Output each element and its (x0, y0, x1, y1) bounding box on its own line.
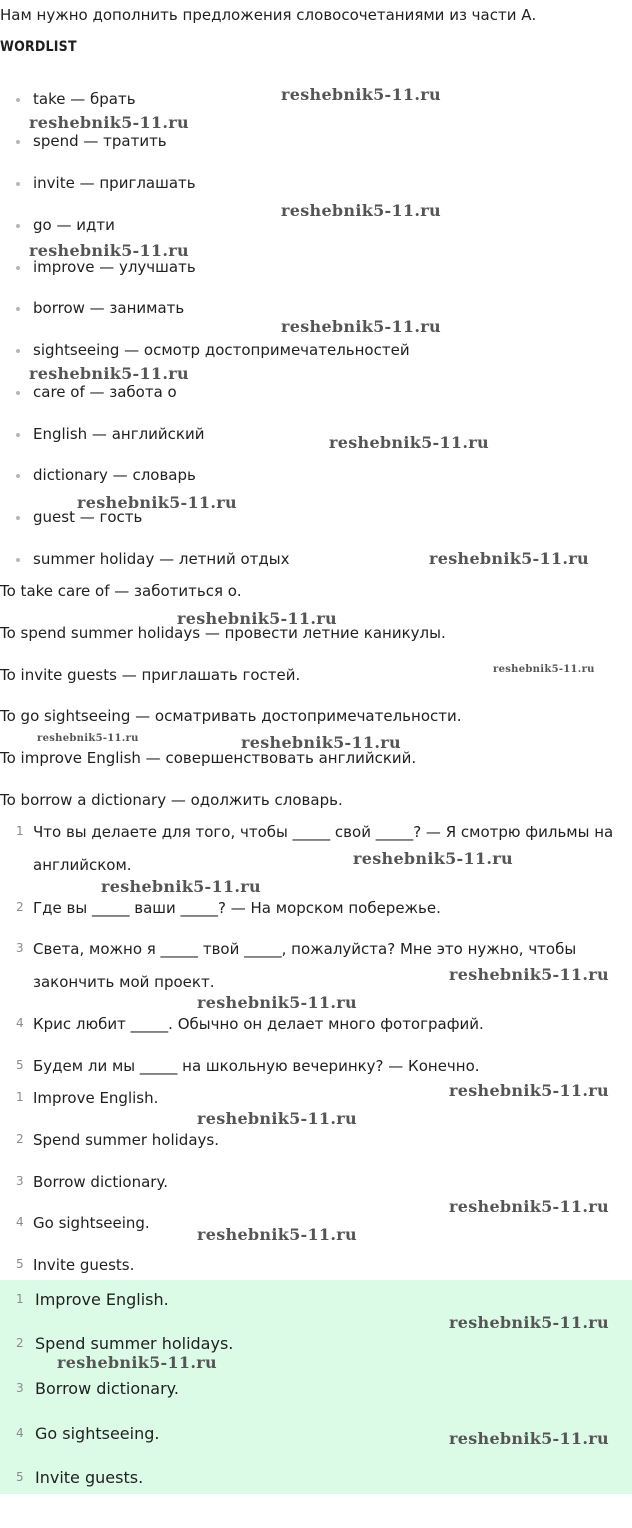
watermark: reshebnik5-11.ru (449, 965, 609, 984)
final-answer-text: Invite guests. (35, 1468, 144, 1487)
phrase-line: To improve English — совершенствовать английский. (0, 749, 417, 767)
watermark: reshebnik5-11.ru (449, 1081, 609, 1100)
answer-text: Borrow dictionary. (33, 1173, 168, 1191)
phrase-line: To spend summer holidays — провести летние каникулы. (0, 624, 446, 642)
watermark: reshebnik5-11.ru (281, 85, 441, 104)
question-number: 4 (16, 1016, 24, 1030)
watermark: reshebnik5-11.ru (353, 849, 513, 868)
bullet-icon (16, 224, 20, 228)
watermark: reshebnik5-11.ru (281, 317, 441, 336)
watermark: reshebnik5-11.ru (197, 993, 357, 1012)
phrase-line: To invite guests — приглашать гостей. (0, 666, 301, 684)
watermark: reshebnik5-11.ru (329, 433, 489, 452)
watermark: reshebnik5-11.ru (493, 664, 595, 675)
watermark: reshebnik5-11.ru (29, 113, 189, 132)
watermark: reshebnik5-11.ru (449, 1313, 609, 1332)
watermark: reshebnik5-11.ru (281, 201, 441, 220)
watermark: reshebnik5-11.ru (197, 1109, 357, 1128)
bullet-icon (16, 266, 20, 270)
bullet-icon (16, 182, 20, 186)
answer-text: Spend summer holidays. (33, 1131, 219, 1149)
question-text-continued: закончить мой проект. (33, 973, 215, 991)
final-answer-text: Improve English. (35, 1290, 169, 1309)
answer-number: 5 (16, 1257, 24, 1271)
phrase-line: To take care of — заботиться о. (0, 582, 242, 600)
watermark: reshebnik5-11.ru (101, 877, 261, 896)
bullet-icon (16, 433, 20, 437)
final-answer-number: 1 (16, 1292, 24, 1306)
final-answer-number: 2 (16, 1336, 24, 1350)
watermark: reshebnik5-11.ru (429, 549, 589, 568)
question-text: Где вы _____ ваши _____? — На морском побережье. (33, 899, 441, 917)
final-answer-number: 4 (16, 1426, 24, 1440)
watermark: reshebnik5-11.ru (449, 1197, 609, 1216)
bullet-icon (16, 391, 20, 395)
watermark: reshebnik5-11.ru (241, 733, 401, 752)
answer-number: 4 (16, 1215, 24, 1229)
answer-number: 1 (16, 1090, 24, 1104)
final-answer-number: 3 (16, 1381, 24, 1395)
question-number: 1 (16, 824, 24, 838)
question-text-continued: английском. (33, 856, 132, 874)
watermark: reshebnik5-11.ru (197, 1225, 357, 1244)
watermark: reshebnik5-11.ru (29, 364, 189, 383)
question-number: 2 (16, 900, 24, 914)
phrase-line: To go sightseeing — осматривать достопримечательности. (0, 707, 462, 725)
watermark: reshebnik5-11.ru (57, 1353, 217, 1372)
bullet-icon (16, 474, 20, 478)
answer-text: Go sightseeing. (33, 1214, 150, 1232)
watermark: reshebnik5-11.ru (449, 1429, 609, 1448)
final-answer-text: Go sightseeing. (35, 1424, 160, 1443)
question-text: Крис любит _____. Обычно он делает много фотографий. (33, 1015, 484, 1033)
bullet-icon (16, 558, 20, 562)
bullet-icon (16, 307, 20, 311)
final-answer-number: 5 (16, 1470, 24, 1484)
phrase-line: To borrow a dictionary — одолжить словарь. (0, 791, 343, 809)
watermark: reshebnik5-11.ru (177, 609, 337, 628)
question-text: Будем ли мы _____ на школьную вечеринку? — Конечно. (33, 1057, 480, 1075)
answer-number: 3 (16, 1174, 24, 1188)
watermark: reshebnik5-11.ru (29, 241, 189, 260)
answer-text: Invite guests. (33, 1256, 135, 1274)
final-answer-text: Borrow dictionary. (35, 1379, 179, 1398)
question-text: Что вы делаете для того, чтобы _____ свой _____? — Я смотрю фильмы на (33, 823, 614, 841)
answer-number: 2 (16, 1132, 24, 1146)
question-text: Света, можно я _____ твой _____, пожалуйста? Мне это нужно, чтобы (33, 940, 577, 958)
bullet-icon (16, 98, 20, 102)
answer-text: Improve English. (33, 1089, 159, 1107)
bullet-icon (16, 516, 20, 520)
intro-text: Нам нужно дополнить предложения словосочетаниями из части А. (0, 6, 537, 24)
bullet-icon (16, 349, 20, 353)
wordlist-heading: WORDLIST (0, 39, 77, 55)
final-answer-text: Spend summer holidays. (35, 1334, 234, 1353)
question-number: 5 (16, 1058, 24, 1072)
question-number: 3 (16, 941, 24, 955)
bullet-icon (16, 140, 20, 144)
watermark: reshebnik5-11.ru (37, 733, 139, 744)
watermark: reshebnik5-11.ru (77, 493, 237, 512)
